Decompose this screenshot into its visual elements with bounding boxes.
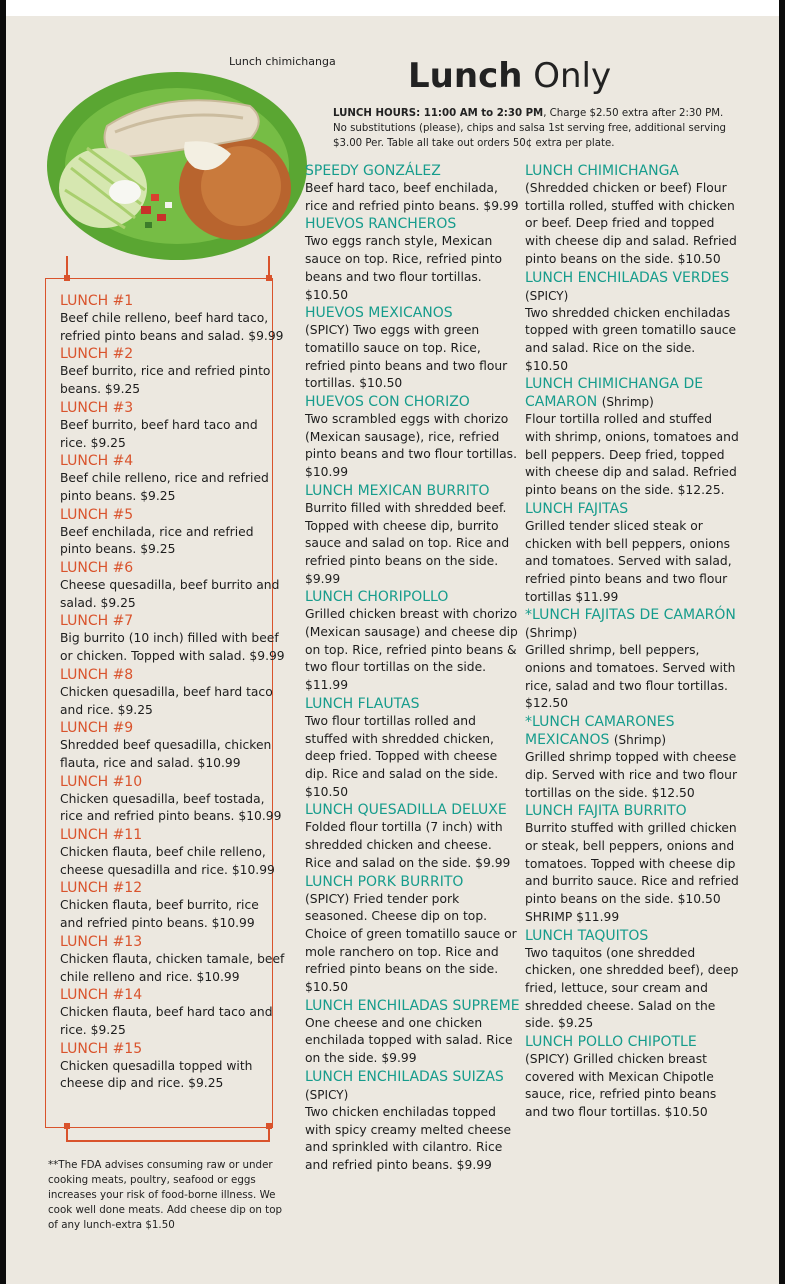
item-description: Chicken quesadilla, beef tostada, rice and refried pinto beans. $10.99	[60, 791, 282, 824]
menu-item	[60, 879, 285, 932]
item-description: Big burrito (10 inch) filled with beef or chicken. Topped with salad. $9.99	[60, 631, 285, 664]
item-name: *LUNCH CAMARONES MEXICANOS (Shrimp)	[525, 714, 675, 749]
item-name: LUNCH #6	[60, 560, 134, 577]
item-name: LUNCH TAQUITOS	[525, 927, 649, 944]
menu-item	[305, 588, 520, 695]
frame-corner-dot	[266, 1123, 272, 1129]
menu-item	[525, 802, 740, 926]
title-light: Only	[533, 56, 612, 96]
item-description: Two chicken enchiladas topped with spicy creamy melted cheese and sprinkled with cilantro. Rice and refried pinto beans. $9.99	[305, 1104, 512, 1172]
item-description: Two shredded chicken enchiladas topped with green tomatillo sauce and salad. Rice on the side. $10.50	[525, 305, 737, 373]
frame-corner-dot	[64, 1123, 70, 1129]
item-description: Two flour tortillas rolled and stuffed with shredded chicken, deep fried. Topped with cheese dip. Rice and salad on the side. $10.50	[305, 713, 499, 799]
item-name: LUNCH #8	[60, 666, 134, 683]
item-description: Chicken flauta, beef burrito, rice and refried pinto beans. $10.99	[60, 898, 259, 931]
right-border	[779, 0, 785, 1284]
item-name: LUNCH #15	[60, 1040, 143, 1057]
menu-item	[305, 695, 520, 802]
item-description: Two eggs ranch style, Mexican sauce on top. Rice, refried pinto beans and two flour tortillas. $10.50	[305, 234, 503, 302]
item-name: LUNCH #9	[60, 720, 134, 737]
frame-corner-dot	[64, 275, 70, 281]
menu-item	[525, 713, 740, 802]
item-name: LUNCH #1	[60, 293, 134, 309]
menu-item	[525, 1033, 740, 1122]
item-name: LUNCH FAJITAS	[525, 500, 629, 517]
item-name: LUNCH #11	[60, 827, 143, 844]
menu-item	[305, 393, 520, 482]
item-name: LUNCH PORK BURRITO	[305, 873, 464, 890]
menu-item	[305, 215, 520, 304]
item-description: Beef hard taco, beef enchilada, rice and refried pinto beans. $9.99	[305, 181, 519, 213]
item-name: LUNCH ENCHILADAS SUPREME	[305, 997, 520, 1014]
item-name: LUNCH #5	[60, 506, 134, 523]
item-name: LUNCH #10	[60, 773, 143, 790]
menu-item	[525, 500, 740, 607]
item-description: Chicken flauta, beef chile relleno, cheese quesadilla and rice. $10.99	[60, 845, 275, 877]
item-name: SPEEDY GONZÁLEZ	[305, 163, 441, 179]
item-description: Folded flour tortilla (7 inch) with shredded chicken and cheese. Rice and salad on the side. $9.99	[305, 820, 511, 870]
menu-item	[305, 801, 520, 872]
lunch-specials-column-3	[525, 162, 740, 1122]
menu-item	[60, 986, 285, 1039]
menu-item	[305, 997, 520, 1068]
item-name: LUNCH #12	[60, 880, 143, 897]
item-description: (SPICY) Fried tender pork seasoned. Cheese dip on top. Choice of green tomatillo sauce or mole ranchero on top. Rice and refried pinto beans on the side. $10.50	[305, 891, 517, 995]
item-description: Two taquitos (one shredded chicken, one shredded beef), deep fried, lettuce, sour cream and shredded cheese. Salad on the side. $9.25	[525, 945, 739, 1031]
item-description: Grilled chicken breast with chorizo (Mexican sausage) and cheese dip on top. Rice, refried pinto beans & two flour tortillas on the side. $11.99	[305, 607, 518, 693]
menu-item	[525, 269, 740, 376]
menu-item	[60, 933, 285, 986]
item-description: One cheese and one chicken enchilada topped with salad. Rice on the side. $9.99	[305, 1015, 513, 1066]
top-margin	[0, 0, 785, 16]
menu-item	[525, 606, 740, 713]
menu-item	[60, 452, 285, 505]
menu-item	[60, 345, 285, 398]
lunch-hours-note	[333, 106, 733, 151]
item-description: (SPICY) Grilled chicken breast covered with Mexican Chipotle sauce, rice, refried pinto beans and two flour tortillas. $10.50	[525, 1052, 717, 1120]
item-description: Chicken quesadilla topped with cheese dip and rice. $9.25	[60, 1058, 253, 1091]
menu-item	[305, 162, 520, 215]
page-title	[408, 56, 611, 96]
item-description: Cheese quesadilla, beef burrito and salad. $9.25	[60, 578, 280, 610]
menu-item	[60, 559, 285, 612]
item-name: LUNCH CHIMICHANGA DE CAMARON (Shrimp)	[525, 376, 704, 411]
menu-item	[60, 612, 285, 665]
frame-connector-right-bottom	[268, 1127, 270, 1141]
menu-item	[60, 399, 285, 452]
lunch-hours: LUNCH HOURS: 11:00 AM to 2:30 PM	[333, 108, 544, 119]
item-name: HUEVOS MEXICANOS	[305, 305, 453, 322]
item-name: LUNCH ENCHILADAS SUIZAS (SPICY)	[305, 1068, 504, 1102]
menu-item	[305, 873, 520, 997]
item-name: LUNCH #3	[60, 399, 134, 416]
item-name: LUNCH #7	[60, 613, 134, 630]
item-description: Beef chile relleno, beef hard taco, refried pinto beans and salad. $9.99	[60, 311, 284, 343]
item-description: Burrito filled with shredded beef. Topped with cheese dip, burrito sauce and salad on top. Rice and refried pinto beans on the side. $9.99	[305, 500, 510, 586]
menu-item	[305, 304, 520, 393]
menu-item	[60, 506, 285, 559]
item-name: LUNCH MEXICAN BURRITO	[305, 482, 490, 499]
item-name: LUNCH FLAUTAS	[305, 695, 420, 712]
item-name: LUNCH FAJITA BURRITO	[525, 803, 687, 820]
item-description: Grilled shrimp topped with cheese dip. Served with rice and two flour tortillas on the side. $12.50	[525, 750, 738, 800]
item-name: LUNCH #4	[60, 453, 134, 470]
menu-item	[305, 482, 520, 589]
item-description: Two scrambled eggs with chorizo (Mexican sausage), rice, refried pinto beans and two flour tortillas. $10.99	[305, 412, 517, 480]
item-description: Beef enchilada, rice and refried pinto beans. $9.25	[60, 524, 254, 557]
item-description: (SPICY) Two eggs with green tomatillo sauce on top. Rice, refried pinto beans and two flour tortillas. $10.50	[305, 323, 508, 391]
lunch-numbers-list	[60, 292, 285, 1093]
menu-item	[525, 162, 740, 269]
item-name: LUNCH #13	[60, 933, 143, 950]
lunch-hours-details: , Charge $2.50 extra after 2:30 PM. No substitutions (please), chips and salsa 1st serving free, additional serving $3.00 Per. Table all take out orders 50¢ extra per plate.	[333, 108, 726, 149]
title-bold: Lunch	[408, 56, 523, 96]
item-description: Chicken flauta, chicken tamale, beef chile relleno and rice. $10.99	[60, 951, 285, 984]
item-name: LUNCH #14	[60, 987, 143, 1004]
menu-item	[305, 1068, 520, 1175]
menu-item	[60, 1040, 285, 1093]
menu-item	[525, 927, 740, 1034]
menu-item	[60, 666, 285, 719]
item-description: Beef burrito, rice and refried pinto beans. $9.25	[60, 364, 271, 397]
item-description: Beef burrito, beef hard taco and rice. $9.25	[60, 417, 258, 450]
frame-bottom-bar	[66, 1140, 270, 1142]
menu-item	[525, 375, 740, 500]
menu-item	[60, 719, 285, 772]
fda-advisory-footnote: **The FDA advises consuming raw or under cooking meats, poultry, seafood or eggs increases your risk of food-borne illness. We cook well done meats. Add cheese dip on top of any lunch-extra $1.50	[48, 1159, 283, 1231]
item-name: LUNCH ENCHILADAS VERDES (SPICY)	[525, 269, 730, 303]
item-description: (Shredded chicken or beef) Flour tortilla rolled, stuffed with chicken or beef. Deep fried and topped with cheese dip and salad. Refried pinto beans on the side. $10.50	[525, 181, 737, 266]
menu-item	[60, 826, 285, 879]
item-description: Flour tortilla rolled and stuffed with shrimp, onions, tomatoes and bell peppers. Deep fried, topped with cheese dip and salad. Refried pinto beans on the side. $12.25.	[525, 412, 739, 498]
item-name: LUNCH QUESADILLA DELUXE	[305, 802, 507, 819]
item-description: Grilled shrimp, bell peppers, onions and tomatoes. Served with rice, salad and two flour tortillas. $12.50	[525, 643, 736, 711]
item-description: Burrito stuffed with grilled chicken or steak, bell peppers, onions and tomatoes. Topped with cheese dip and burrito sauce. Rice and refried pinto beans on the side. $10.50 SHRIMP $11.99	[525, 821, 739, 924]
item-name: LUNCH #2	[60, 346, 134, 363]
item-description: Chicken quesadilla, beef hard taco and rice. $9.25	[60, 684, 273, 717]
item-name: LUNCH POLLO CHIPOTLE	[525, 1034, 697, 1051]
menu-item	[60, 773, 285, 826]
frame-corner-dot	[266, 275, 272, 281]
menu-item	[60, 292, 285, 345]
item-name: HUEVOS CON CHORIZO	[305, 394, 470, 411]
item-description: Beef chile relleno, rice and refried pinto beans. $9.25	[60, 471, 269, 503]
item-description: Chicken flauta, beef hard taco and rice. $9.25	[60, 1005, 273, 1037]
item-name: LUNCH CHORIPOLLO	[305, 589, 449, 606]
item-description: Grilled tender sliced steak or chicken with bell peppers, onions and tomatoes. Served with salad, refried pinto beans and two flour tortillas $11.99	[525, 518, 732, 604]
plate-caption: Lunch chimichanga	[229, 55, 336, 68]
item-name: LUNCH CHIMICHANGA	[525, 163, 679, 179]
plate-of-chimichanga-image	[45, 68, 310, 264]
item-description: Shredded beef quesadilla, chicken flauta, rice and salad. $10.99	[60, 738, 272, 770]
lunch-specials-column-2	[305, 162, 520, 1175]
item-name: HUEVOS RANCHEROS	[305, 216, 457, 233]
frame-connector-left-bottom	[66, 1127, 68, 1141]
item-name: *LUNCH FAJITAS DE CAMARÓN (Shrimp)	[525, 607, 736, 641]
